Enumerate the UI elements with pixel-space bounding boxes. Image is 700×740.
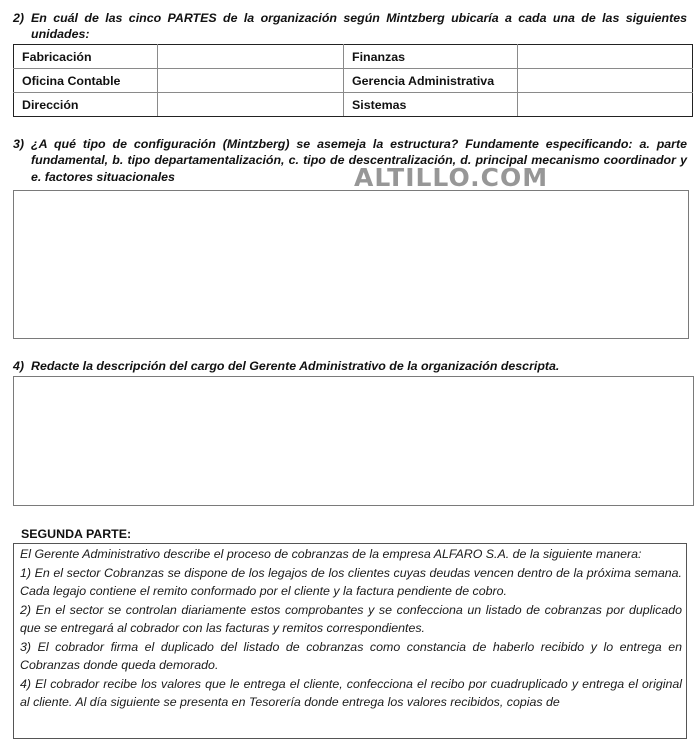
question-2 — [13, 10, 687, 43]
unit-label: Gerencia Administrativa — [344, 69, 518, 93]
question-2-number: 2) — [13, 11, 25, 25]
table-row — [14, 45, 693, 69]
unit-answer-cell[interactable] — [518, 93, 693, 117]
question-3-number: 3) — [13, 137, 25, 151]
unit-label: Sistemas — [344, 93, 518, 117]
table-row — [14, 69, 693, 93]
unit-answer-cell[interactable] — [518, 45, 693, 69]
question-2-text: En cuál de las cinco PARTES de la organización según Mintzberg ubicaría a cada una de las siguientes unidades: — [31, 11, 687, 42]
unit-label: Finanzas — [344, 45, 518, 69]
case-paragraph: 1) En el sector Cobranzas se dispone de los legajos de los clientes cuyas deudas vencen dentro de la próxima semana. Cada legajo contiene el remito conformado por el cliente y la factura pendiente de cobro. — [20, 565, 682, 598]
unit-answer-cell[interactable] — [158, 93, 344, 117]
unit-answer-cell[interactable] — [158, 45, 344, 69]
unit-label: Oficina Contable — [14, 69, 158, 93]
question-4 — [13, 358, 687, 374]
unit-label: Fabricación — [14, 45, 158, 69]
question-3 — [13, 136, 687, 185]
units-table — [13, 44, 693, 117]
question-4-answer-box[interactable] — [13, 376, 694, 506]
watermark: ALTILLO.COM — [354, 163, 549, 192]
case-paragraph: 4) El cobrador recibe los valores que le entrega el cliente, confecciona el recibo por cuadruplicado y entrega el original al cliente. Al día siguiente se presenta en Tesorería donde entrega los valores recibidos, copias de — [20, 676, 682, 709]
question-3-answer-box[interactable] — [13, 190, 689, 339]
section-title: SEGUNDA PARTE: — [21, 527, 132, 541]
case-paragraph: 2) En el sector se controlan diariamente estos comprobantes y se confecciona un listado de cobranzas por duplicado que se entregará al cobrador con las facturas y remitos correspondientes. — [20, 602, 682, 635]
case-paragraph: El Gerente Administrativo describe el proceso de cobranzas de la empresa ALFARO S.A. de la siguiente manera: — [20, 547, 642, 561]
question-4-number: 4) — [13, 359, 25, 373]
case-description-box — [13, 543, 687, 739]
unit-answer-cell[interactable] — [518, 69, 693, 93]
table-row — [14, 93, 693, 117]
case-paragraph: 3) El cobrador firma el duplicado del listado de cobranzas como constancia de haberlo recibido y lo entrega en Cobranzas donde queda demorado. — [20, 639, 682, 672]
unit-answer-cell[interactable] — [158, 69, 344, 93]
question-4-text: Redacte la descripción del cargo del Gerente Administrativo de la organización descripta. — [31, 359, 560, 373]
unit-label: Dirección — [14, 93, 158, 117]
question-3-text: ¿A qué tipo de configuración (Mintzberg) se asemeja la estructura? Fundamente especificando: a. parte fundamental, b. tipo departamentalización, c. tipo de descentralización, d. principal mecanismo coordinador y e. factores situacionales — [31, 137, 687, 184]
